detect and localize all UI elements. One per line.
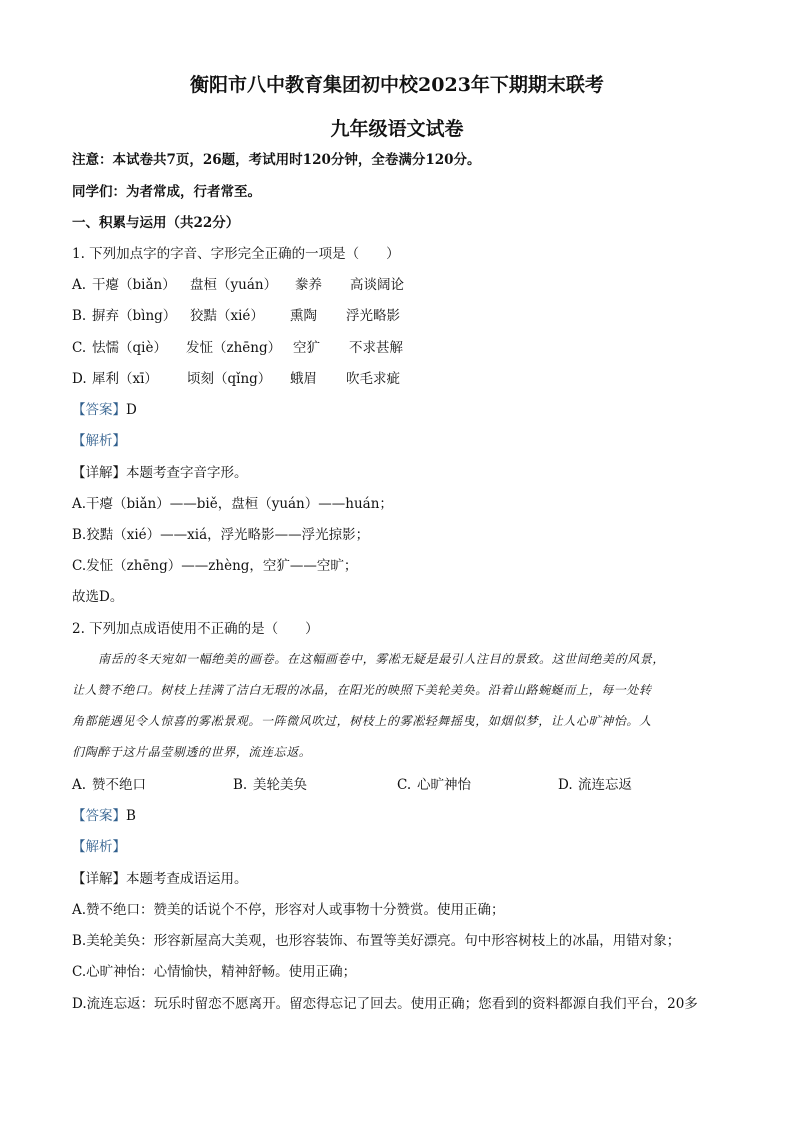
option-letter: D. (558, 777, 573, 793)
answer-value: D (126, 402, 137, 418)
option-item: 怯懦（qiè） (92, 340, 167, 356)
q1-detail (72, 464, 248, 482)
notice: 注意：本试卷共7页，26题，考试用时120分钟，全卷满分120分。 (72, 152, 481, 168)
section-heading: 一、积累与运用（共22分） (72, 215, 240, 231)
passage-line: 让人赞不绝口。树枝上挂满了洁白无瑕的冰晶，在阳光的映照下美轮美奂。沿着山路蜿蜒而上，每一处转 (72, 683, 652, 697)
q2-detail-line: A.赞不绝口：赞美的话说个不停，形容对人或事物十分赞赏。使用正确； (72, 902, 505, 918)
q1-detail-line: B.狡黠（xié）——xiá，浮光略影——浮光掠影； (72, 527, 370, 543)
exam-subtitle: 九年级语文试卷 (330, 118, 464, 140)
detail-tag: 【详解】 (72, 465, 126, 481)
detail-tag: 【详解】 (72, 871, 126, 887)
passage-line: 们陶醉于这片晶莹剔透的世界，流连忘返。 (72, 745, 312, 759)
q2-detail-line: C.心旷神怡：心情愉快，精神舒畅。使用正确； (72, 964, 357, 980)
option-item: 高谈阔论 (350, 277, 404, 293)
q2-answer (72, 807, 136, 825)
option-letter: B. (233, 777, 248, 793)
option-letter: C. (72, 340, 87, 356)
passage-line: 角都能遇见令人惊喜的雾凇景观。一阵微风吹过，树枝上的雾凇轻舞摇曳，如烟似梦，让人心旷神怡。人 (72, 714, 652, 728)
q1-stem: 1. 下列加点字的字音、字形完全正确的一项是（ ） (72, 246, 400, 262)
passage-line: 南岳的冬天宛如一幅绝美的画卷。在这幅画卷中，雾凇无疑是最引人注目的景致。这世间绝美的风景， (98, 652, 666, 666)
option-item: 顷刻（qǐng） (187, 371, 272, 387)
detail-intro: 本题考查字音字形。 (126, 465, 248, 481)
q2-stem: 2. 下列加点成语使用不正确的是（ ） (72, 621, 319, 637)
option-item: 空犷 (293, 340, 320, 356)
option-letter: B. (72, 308, 87, 324)
exam-title: 衡阳市八中教育集团初中校2023年下期期末联考 (190, 74, 604, 96)
option-letter: C. (397, 777, 412, 793)
option-item: 发怔（zhēng） (186, 340, 282, 356)
q2-analysis-tag: 【解析】 (72, 839, 126, 855)
option-item: 蛾眉 (290, 371, 317, 387)
option-text: 心旷神怡 (417, 777, 471, 793)
option-item: 浮光略影 (346, 308, 400, 324)
q1-answer (72, 401, 137, 419)
q1-conclusion: 故选D。 (72, 589, 124, 605)
option-item: 豢养 (295, 277, 322, 293)
option-text: 美轮美奂 (253, 777, 307, 793)
option-letter: A. (72, 777, 87, 793)
option-item: 摒弃（bìng） (92, 308, 177, 324)
option-item: 熏陶 (290, 308, 317, 324)
option-letter: A. (72, 277, 87, 293)
answer-value: B (126, 808, 136, 824)
q2-detail (72, 870, 248, 888)
option-item: 干瘪（biǎn） (92, 277, 176, 293)
q2-passage (72, 644, 724, 768)
q1-detail-line: C.发怔（zhēng）——zhèng，空犷——空旷； (72, 558, 358, 574)
option-text: 赞不绝口 (92, 777, 146, 793)
detail-intro: 本题考查成语运用。 (126, 871, 248, 887)
q2-detail-line: D.流连忘返：玩乐时留恋不愿离开。留恋得忘记了回去。使用正确；您看到的资料都源自我们平台，20多 (72, 996, 698, 1012)
option-item: 狡黠（xié） (190, 308, 264, 324)
answer-tag: 【答案】 (72, 402, 126, 418)
option-item: 吹毛求疵 (346, 371, 400, 387)
q1-analysis-tag: 【解析】 (72, 433, 126, 449)
answer-tag: 【答案】 (72, 808, 126, 824)
option-text: 流连忘返 (578, 777, 632, 793)
q1-detail-line: A.干瘪（biǎn）——biě，盘桓（yuán）——huán； (72, 496, 393, 512)
option-letter: D. (72, 371, 87, 387)
option-item: 犀利（xī） (92, 371, 158, 387)
q2-detail-line: B.美轮美奂：形容新屋高大美观，也形容装饰、布置等美好漂亮。句中形容树枝上的冰晶，用错对象； (72, 933, 681, 949)
greeting: 同学们：为者常成，行者常至。 (72, 184, 261, 200)
option-item: 盘桓（yuán） (190, 277, 278, 293)
option-item: 不求甚解 (349, 340, 403, 356)
